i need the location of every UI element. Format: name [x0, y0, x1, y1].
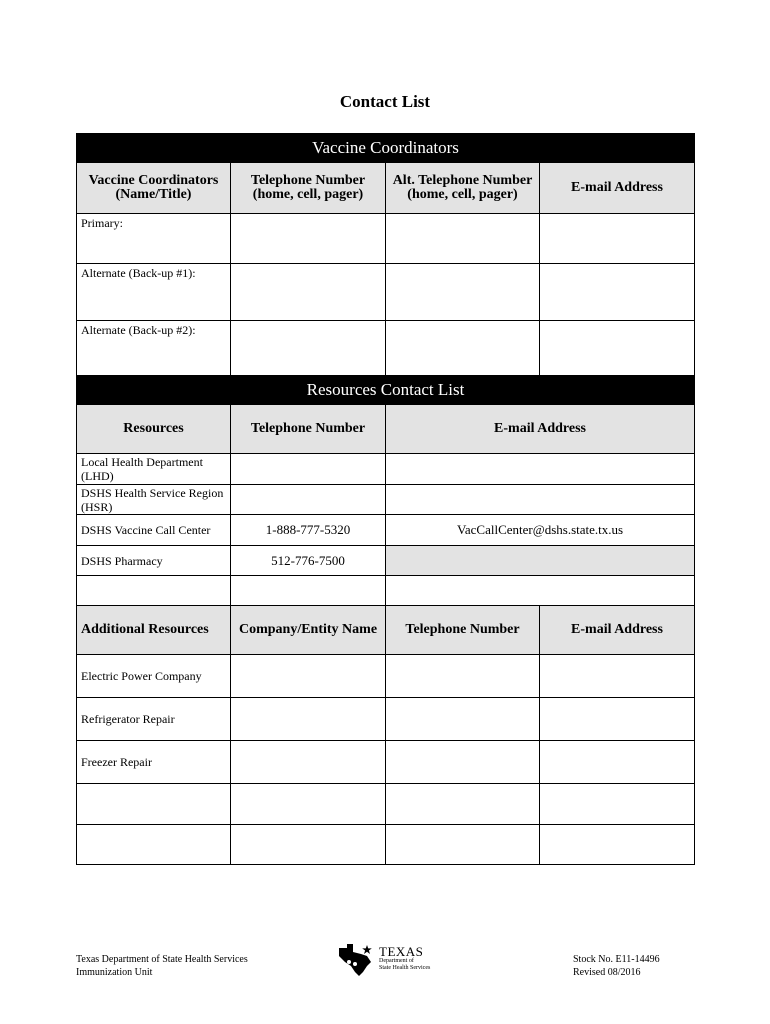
phone-field[interactable] [386, 825, 540, 865]
table-row [77, 698, 695, 741]
resource-email[interactable] [386, 485, 695, 515]
alternate1-email-field[interactable] [540, 264, 695, 321]
additional-resources-table [76, 605, 695, 865]
company-field[interactable] [231, 741, 386, 784]
table-row [77, 825, 695, 865]
table-row [77, 741, 695, 784]
resources-banner-text: Resources Contact List [77, 376, 695, 405]
footer-left-line1: Texas Department of State Health Services [76, 954, 248, 965]
email-field[interactable] [540, 784, 695, 825]
blank-resource-name[interactable] [77, 576, 231, 606]
resources-banner [77, 376, 695, 405]
email-field[interactable] [540, 655, 695, 698]
resource-name: DSHS Pharmacy [77, 546, 231, 576]
header-telephone: Telephone Number (home, cell, pager) [231, 163, 386, 214]
resource-phone[interactable] [231, 485, 386, 515]
table-row [77, 214, 695, 264]
header-add-email: E-mail Address [540, 606, 695, 655]
logo-subtitle-line2: State Health Services [379, 965, 431, 971]
additional-label: Freezer Repair [77, 741, 231, 784]
page-title: Contact List [339, 92, 431, 111]
blank-label-field[interactable] [77, 825, 231, 865]
resource-email [386, 546, 695, 576]
footer-department [76, 953, 248, 979]
resources-table [76, 375, 695, 606]
header-resources: Resources [77, 405, 231, 454]
table-row [77, 784, 695, 825]
table-row [77, 264, 695, 321]
header-res-email: E-mail Address [386, 405, 695, 454]
header-res-telephone: Telephone Number [231, 405, 386, 454]
email-field[interactable] [540, 698, 695, 741]
resource-phone[interactable] [231, 454, 386, 485]
company-field[interactable] [231, 698, 386, 741]
row-label-primary: Primary: [77, 214, 231, 264]
vaccine-header-row [77, 163, 695, 214]
logo-texas: TEXAS [379, 944, 424, 959]
alternate1-alt-phone-field[interactable] [386, 264, 540, 321]
header-coordinator: Vaccine Coordinators (Name/Title) [77, 163, 231, 214]
phone-field[interactable] [386, 741, 540, 784]
resource-name: Local Health Department (LHD) [77, 454, 231, 485]
table-row [77, 576, 695, 606]
resource-email: VacCallCenter@dshs.state.tx.us [386, 515, 695, 546]
footer-right-line1: Stock No. E11-14496 [573, 954, 660, 965]
logo-subtitle [379, 958, 430, 972]
primary-phone-field[interactable] [231, 214, 386, 264]
footer-right-line2: Revised 08/2016 [573, 967, 641, 978]
alternate1-phone-field[interactable] [231, 264, 386, 321]
texas-state-icon [337, 942, 377, 978]
phone-field[interactable] [386, 784, 540, 825]
table-row [77, 546, 695, 576]
alternate2-alt-phone-field[interactable] [386, 321, 540, 376]
table-row [77, 515, 695, 546]
additional-label: Refrigerator Repair [77, 698, 231, 741]
alternate2-email-field[interactable] [540, 321, 695, 376]
table-row [77, 321, 695, 376]
logo-subtitle-line1: Department of [379, 958, 414, 964]
header-company-name: Company/Entity Name [231, 606, 386, 655]
header-additional-resources: Additional Resources [77, 606, 231, 655]
blank-resource-phone[interactable] [231, 576, 386, 606]
vaccine-coordinators-table [76, 133, 695, 376]
blank-label-field[interactable] [77, 784, 231, 825]
header-add-telephone: Telephone Number [386, 606, 540, 655]
row-label-alternate-1: Alternate (Back-up #1): [77, 264, 231, 321]
company-field[interactable] [231, 825, 386, 865]
email-field[interactable] [540, 825, 695, 865]
additional-label: Electric Power Company [77, 655, 231, 698]
resource-phone: 512-776-7500 [231, 546, 386, 576]
additional-header-row [77, 606, 695, 655]
email-field[interactable] [540, 741, 695, 784]
resource-name: DSHS Health Service Region (HSR) [77, 485, 231, 515]
company-field[interactable] [231, 655, 386, 698]
resource-name: DSHS Vaccine Call Center [77, 515, 231, 546]
table-row [77, 655, 695, 698]
alternate2-phone-field[interactable] [231, 321, 386, 376]
phone-field[interactable] [386, 698, 540, 741]
company-field[interactable] [231, 784, 386, 825]
phone-field[interactable] [386, 655, 540, 698]
header-alt-telephone: Alt. Telephone Number (home, cell, pager) [386, 163, 540, 214]
table-row [77, 485, 695, 515]
primary-email-field[interactable] [540, 214, 695, 264]
resource-phone: 1-888-777-5320 [231, 515, 386, 546]
row-label-alternate-2: Alternate (Back-up #2): [77, 321, 231, 376]
texas-dshs-logo [337, 942, 437, 978]
resources-header-row [77, 405, 695, 454]
vaccine-banner [77, 134, 695, 163]
table-row [77, 454, 695, 485]
blank-resource-email[interactable] [386, 576, 695, 606]
vaccine-banner-text: Vaccine Coordinators [77, 134, 695, 163]
resource-email[interactable] [386, 454, 695, 485]
footer-stock-info [573, 953, 660, 979]
primary-alt-phone-field[interactable] [386, 214, 540, 264]
footer-left-line2: Immunization Unit [76, 967, 153, 978]
header-email: E-mail Address [540, 163, 695, 214]
